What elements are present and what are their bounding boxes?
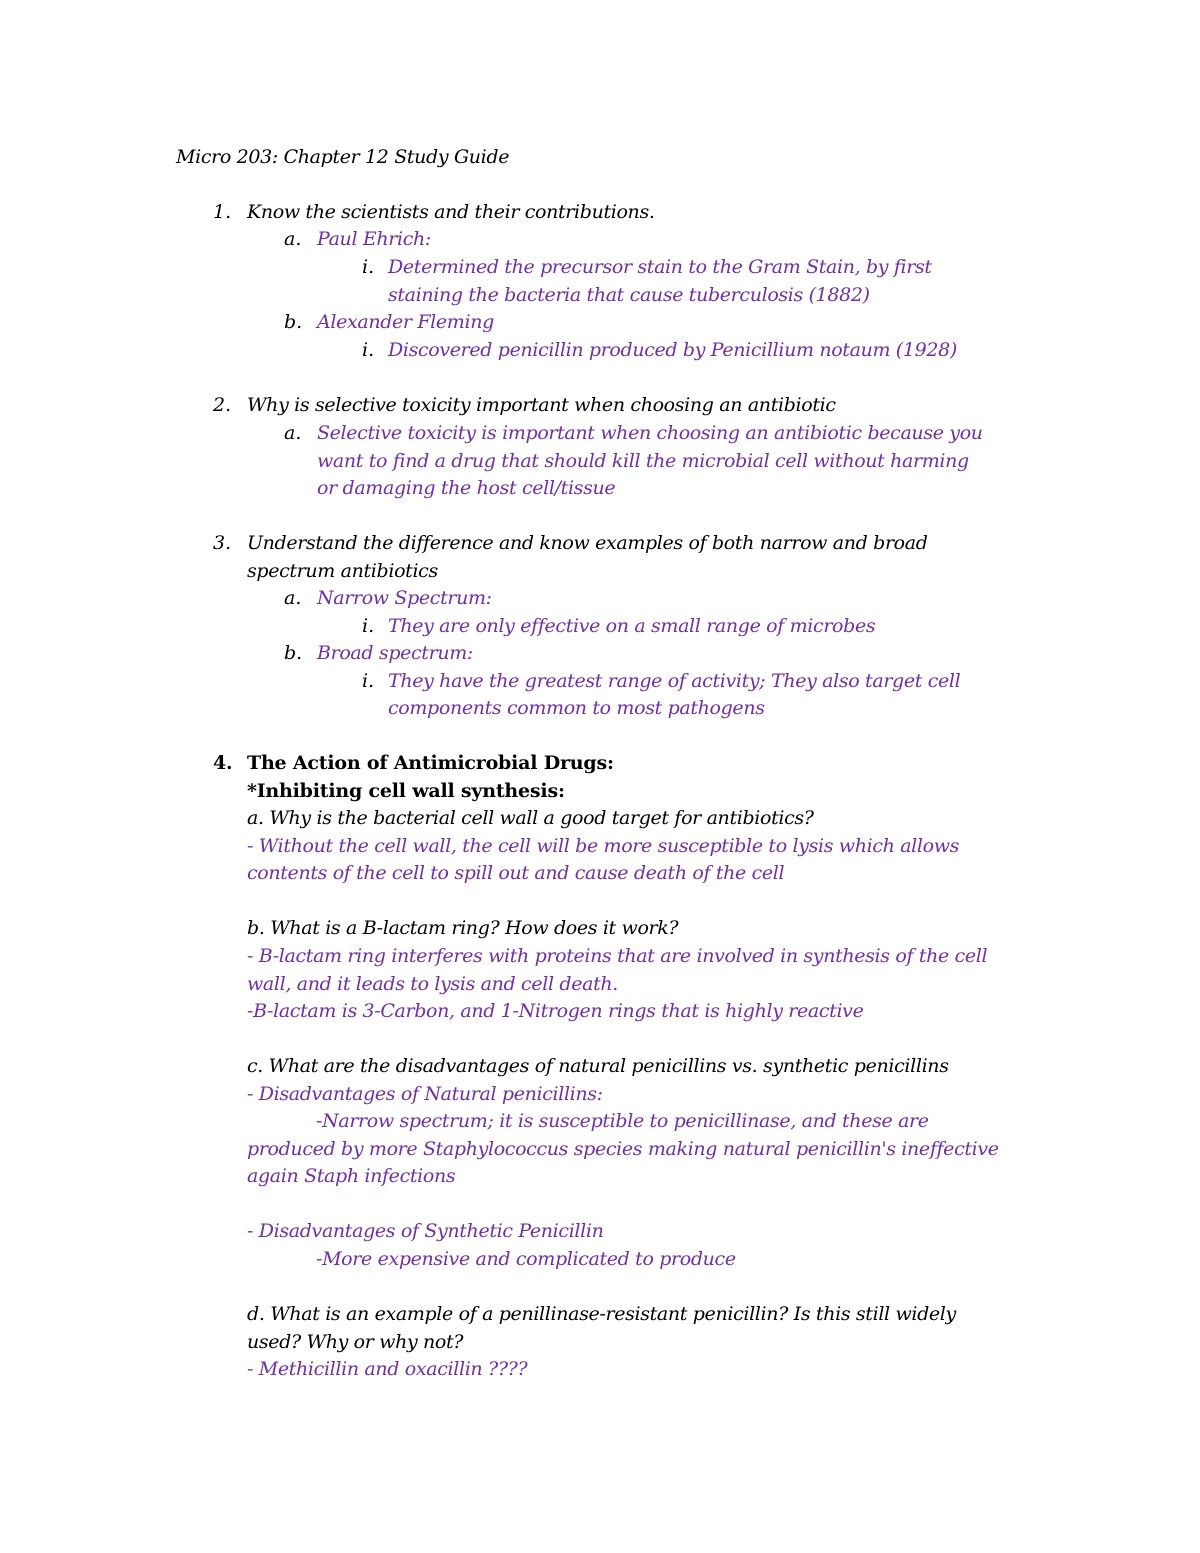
q3ai-marker: i.	[362, 615, 375, 637]
q1ai-line1: Determined the precursor stain to the Gram Stain, by first	[388, 256, 932, 278]
q4b-answer-line2: wall, and it leads to lysis and cell death.	[247, 973, 618, 995]
q4c-question: c. What are the disadvantages of natural penicillins vs. synthetic penicillins	[247, 1055, 949, 1077]
q4d-question-line1: d. What is an example of a penillinase-resistant penicillin? Is this still widely	[247, 1303, 956, 1325]
q4d-question-line2: used? Why or why not?	[247, 1331, 464, 1353]
q4b-answer-line1: - B-lactam ring interferes with proteins that are involved in synthesis of the cell	[247, 945, 988, 967]
q4-number: 4.	[213, 752, 233, 774]
q2a-marker: a.	[284, 422, 302, 444]
q1a-marker: a.	[284, 228, 302, 250]
q1-number: 1.	[213, 201, 232, 223]
q3b-label: Broad spectrum:	[317, 642, 473, 664]
q1a-label: Paul Ehrich:	[317, 228, 431, 250]
q2a-line3: or damaging the host cell/tissue	[317, 477, 616, 499]
q4b-answer-line3: -B-lactam is 3-Carbon, and 1-Nitrogen rings that is highly reactive	[247, 1000, 864, 1022]
doc-title: Micro 203: Chapter 12 Study Guide	[176, 146, 510, 168]
q3bi-line1: They have the greatest range of activity; They also target cell	[388, 670, 961, 692]
q1ai-line2: staining the bacteria that cause tuberculosis (1882)	[388, 284, 870, 306]
q2a-line2: want to find a drug that should kill the microbial cell without harming	[317, 450, 969, 472]
q3-line2: spectrum antibiotics	[247, 560, 438, 582]
q3ai-text: They are only effective on a small range of microbes	[388, 615, 876, 637]
q3-number: 3.	[213, 532, 232, 554]
q4c-natural-line3: again Staph infections	[247, 1165, 456, 1187]
q2a-line1: Selective toxicity is important when choosing an antibiotic because you	[317, 422, 983, 444]
q4d-answer: - Methicillin and oxacillin ????	[247, 1358, 528, 1380]
q4a-answer-line1: - Without the cell wall, the cell will be more susceptible to lysis which allows	[247, 835, 960, 857]
q1bi-marker: i.	[362, 339, 375, 361]
q4-heading: The Action of Antimicrobial Drugs:	[247, 752, 614, 774]
q2-number: 2.	[213, 394, 232, 416]
q4c-natural-heading: - Disadvantages of Natural penicillins:	[247, 1083, 603, 1105]
q1b-marker: b.	[284, 311, 303, 333]
q1ai-marker: i.	[362, 256, 375, 278]
q4b-question: b. What is a B-lactam ring? How does it work?	[247, 917, 679, 939]
q4c-synthetic-heading: - Disadvantages of Synthetic Penicillin	[247, 1220, 604, 1242]
q3bi-line2: components common to most pathogens	[388, 697, 765, 719]
q3-line1: Understand the difference and know examples of both narrow and broad	[247, 532, 928, 554]
q3bi-marker: i.	[362, 670, 375, 692]
q3a-marker: a.	[284, 587, 302, 609]
q1-text: Know the scientists and their contributions.	[247, 201, 655, 223]
q4c-synthetic-line1: -More expensive and complicated to produce	[316, 1248, 736, 1270]
q1bi-text: Discovered penicillin produced by Penicillium notaum (1928)	[388, 339, 957, 361]
q4a-answer-line2: contents of the cell to spill out and cause death of the cell	[247, 862, 785, 884]
q4a-question: a. Why is the bacterial cell wall a good target for antibiotics?	[247, 807, 814, 829]
q2-text: Why is selective toxicity important when choosing an antibiotic	[247, 394, 836, 416]
q4c-natural-line1: -Narrow spectrum; it is susceptible to penicillinase, and these are	[316, 1110, 929, 1132]
q4-subheading: *Inhibiting cell wall synthesis:	[247, 780, 565, 802]
q3b-marker: b.	[284, 642, 303, 664]
q4c-natural-line2: produced by more Staphylococcus species making natural penicillin's ineffective	[247, 1138, 999, 1160]
q1b-label: Alexander Fleming	[317, 311, 494, 333]
q3a-label: Narrow Spectrum:	[317, 587, 492, 609]
